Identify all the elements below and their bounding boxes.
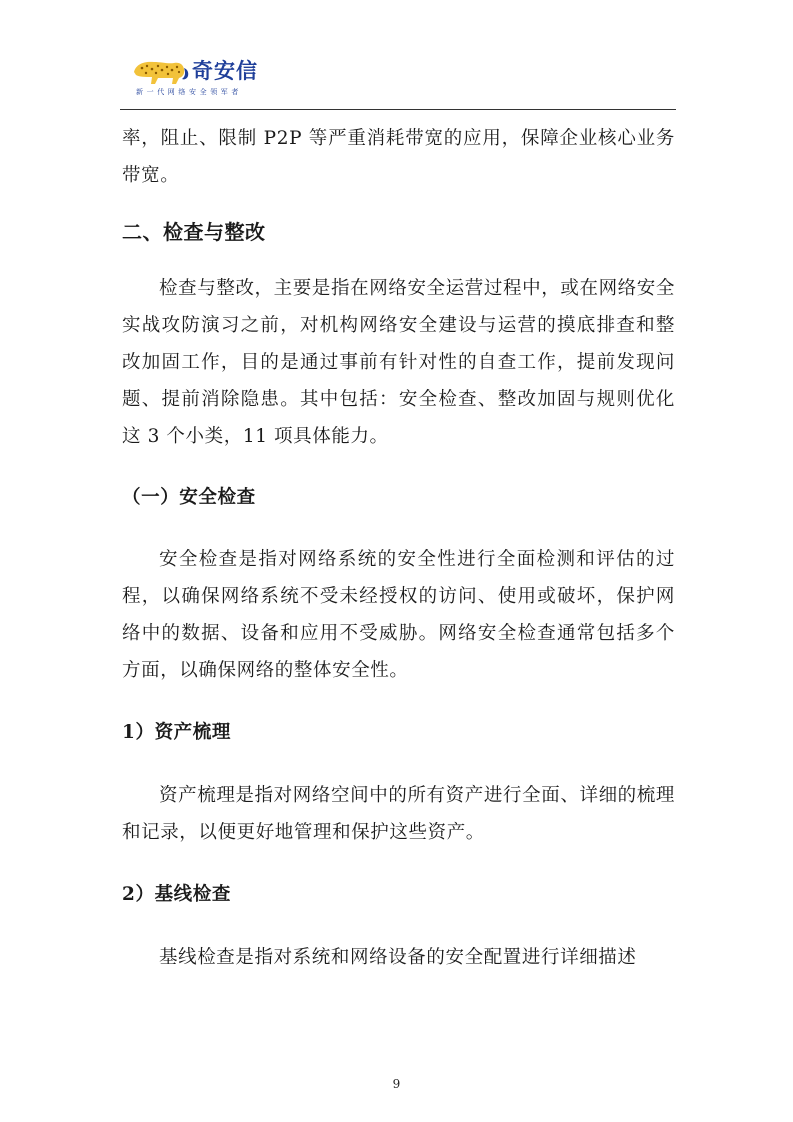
logo-tagline: 新一代网络安全领军者 bbox=[136, 88, 242, 96]
paragraph-asset-inventory: 资产梳理是指对网络空间中的所有资产进行全面、详细的梳理和记录，以便更好地管理和保护这些资产。 bbox=[122, 785, 675, 843]
document-body bbox=[122, 120, 675, 976]
paragraph-security-check: 安全检查是指对网络系统的安全性进行全面检测和评估的过程，以确保网络系统不受未经授权的访问、使用或破坏，保护网络中的数据、设备和应用不受威胁。网络安全检查通常包括多个方面，以确保网络的整体安全性。 bbox=[122, 549, 675, 681]
subsection-heading-security-check: （一）安全检查 bbox=[122, 487, 256, 508]
leopard-logo-icon bbox=[132, 56, 190, 86]
paragraph-baseline-check: 基线检查是指对系统和网络设备的安全配置进行详细描述 bbox=[159, 947, 637, 968]
section-heading: 二、检查与整改 bbox=[122, 220, 266, 244]
company-logo bbox=[132, 56, 272, 100]
page-header bbox=[120, 52, 676, 112]
page-number: 9 bbox=[392, 1077, 401, 1091]
paragraph-continued: 率，阻止、限制 P2P 等严重消耗带宽的应用，保障企业核心业务带宽。 bbox=[122, 128, 675, 186]
logo-wordmark: 奇安信 bbox=[192, 59, 258, 83]
item-heading-asset-inventory: 1）资产梳理 bbox=[122, 722, 231, 743]
item-heading-baseline-check: 2）基线检查 bbox=[122, 884, 231, 905]
header-divider bbox=[120, 109, 676, 110]
paragraph-inspection-rectification: 检查与整改，主要是指在网络安全运营过程中，或在网络安全实战攻防演习之前，对机构网络安全建设与运营的摸底排查和整改加固工作，目的是通过事前有针对性的自查工作，提前发现问题、提前消除隐患。其中包括：安全检查、整改加固与规则优化这 3 个小类，11 项具体能力。 bbox=[122, 278, 675, 447]
